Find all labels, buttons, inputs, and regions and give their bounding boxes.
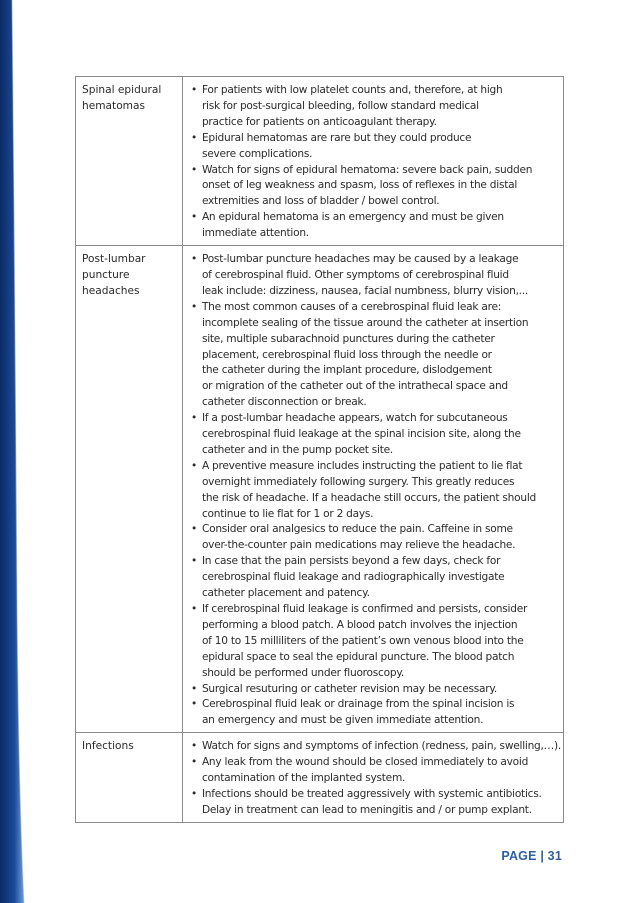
- text-line: • Epidural hematomas are rare but they could produce: [201, 131, 472, 144]
- row-content: [182, 77, 563, 246]
- text-line: severe complications.: [201, 147, 313, 160]
- text-line: • Cerebrospinal fluid leak or drainage from the spinal incision is: [201, 698, 515, 711]
- text-line: • A preventive measure includes instructing the patient to lie flat: [201, 459, 523, 472]
- bullet-item: [191, 131, 561, 163]
- bullet-item: [191, 210, 561, 242]
- text-line: practice for patients on anticoagulant therapy.: [201, 115, 437, 128]
- bullet-item: [191, 697, 561, 729]
- row-label: [76, 246, 183, 733]
- bullet-list: [191, 83, 561, 242]
- text-line: performing a blood patch. A blood patch involves the injection: [201, 618, 518, 631]
- text-line: cerebrospinal fluid leakage and radiographically investigate: [201, 571, 505, 584]
- bullet-item: [191, 411, 561, 459]
- bullet-item: [191, 682, 561, 698]
- text-line: continue to lie flat for 1 or 2 days.: [201, 507, 374, 520]
- bullet-item: [191, 602, 561, 682]
- row-label-line: puncture: [82, 268, 130, 281]
- text-line: placement, cerebrospinal fluid loss through the needle or: [201, 348, 492, 361]
- bullet-item: [191, 83, 561, 131]
- text-line: • Post-lumbar puncture headaches may be caused by a leakage: [201, 253, 519, 266]
- text-line: • In case that the pain persists beyond a few days, check for: [201, 555, 501, 568]
- text-line: • Any leak from the wound should be closed immediately to avoid: [201, 756, 529, 769]
- text-line: catheter and in the pump pocket site.: [201, 443, 394, 456]
- text-line: site, multiple subarachnoid punctures during the catheter: [201, 332, 495, 345]
- bullet-item: [191, 755, 561, 787]
- text-line: the risk of headache. If a headache still occurs, the patient should: [201, 491, 537, 504]
- text-line: epidural space to seal the epidural puncture. The blood patch: [201, 650, 515, 663]
- bullet-item: [191, 459, 561, 523]
- bullet-list: [191, 252, 561, 729]
- row-label: [76, 77, 183, 246]
- text-line: of cerebrospinal fluid. Other symptoms of cerebrospinal fluid: [201, 268, 509, 281]
- text-line: • Consider oral analgesics to reduce the pain. Caffeine in some: [201, 523, 513, 536]
- text-line: should be performed under fluoroscopy.: [201, 666, 404, 679]
- text-line: • Watch for signs of epidural hematoma: severe back pain, sudden: [201, 163, 533, 176]
- text-line: extremities and loss of bladder / bowel control.: [201, 195, 440, 208]
- page-number: PAGE | 31: [501, 849, 562, 863]
- row-label-line: Spinal epidural: [82, 84, 162, 96]
- text-line: the catheter during the implant procedure, dislodgement: [201, 364, 492, 377]
- row-content: [182, 246, 563, 733]
- text-line: contamination of the implanted system.: [201, 772, 406, 785]
- text-line: incomplete sealing of the tissue around the catheter at insertion: [201, 316, 529, 329]
- text-line: overnight immediately following surgery. This greatly reduces: [201, 475, 515, 488]
- text-line: • For patients with low platelet counts and, therefore, at high: [201, 84, 503, 96]
- text-line: of 10 to 15 milliliters of the patient’s own venous blood into the: [201, 634, 524, 647]
- text-line: catheter disconnection or break.: [201, 396, 367, 409]
- text-line: or migration of the catheter out of the intrathecal space and: [201, 380, 508, 393]
- text-line: • The most common causes of a cerebrospinal fluid leak are:: [201, 300, 502, 313]
- text-line: • If cerebrospinal fluid leakage is confirmed and persists, consider: [201, 603, 528, 615]
- text-line: • An epidural hematoma is an emergency and must be given: [201, 211, 504, 224]
- bullet-list: [191, 739, 561, 819]
- row-label: [76, 733, 183, 823]
- text-line: • Surgical resuturing or catheter revision may be necessary.: [201, 682, 498, 695]
- precautions-table: [75, 76, 564, 823]
- row-label-line: headaches: [82, 284, 140, 297]
- text-line: an emergency and must be given immediate attention.: [201, 714, 484, 727]
- text-line: Delay in treatment can lead to meningitis and / or pump explant.: [201, 803, 532, 816]
- text-line: • Infections should be treated aggressively with systemic antibiotics.: [201, 787, 542, 800]
- text-line: risk for post-surgical bleeding, follow standard medical: [201, 99, 479, 112]
- text-line: immediate attention.: [201, 227, 309, 240]
- row-label-line: hematomas: [82, 99, 146, 112]
- bullet-item: [191, 522, 561, 554]
- text-line: over-the-counter pain medications may relieve the headache.: [201, 539, 516, 552]
- bullet-item: [191, 252, 561, 300]
- bullet-item: [191, 554, 561, 602]
- bullet-item: [191, 163, 561, 211]
- text-line: • Watch for signs and symptoms of infection (redness, pain, swelling,…).: [201, 740, 561, 753]
- text-line: • If a post-lumbar headache appears, watch for subcutaneous: [201, 412, 508, 425]
- bullet-item: [191, 300, 561, 411]
- text-line: cerebrospinal fluid leakage at the spinal incision site, along the: [201, 428, 521, 441]
- row-label-line: Infections: [82, 740, 134, 753]
- row-label-line: Post-lumbar: [82, 253, 146, 266]
- bullet-item: [191, 787, 561, 819]
- table-row: [76, 246, 564, 733]
- text-line: leak include: dizziness, nausea, facial numbness, blurry vision,...: [201, 284, 529, 297]
- table-row: [76, 77, 564, 246]
- text-line: onset of leg weakness and spasm, loss of reflexes in the distal: [201, 179, 518, 192]
- bullet-item: [191, 739, 561, 755]
- table-row: [76, 733, 564, 823]
- row-content: [182, 733, 563, 823]
- text-line: catheter placement and patency.: [201, 587, 370, 600]
- decorative-side-band: [0, 0, 26, 903]
